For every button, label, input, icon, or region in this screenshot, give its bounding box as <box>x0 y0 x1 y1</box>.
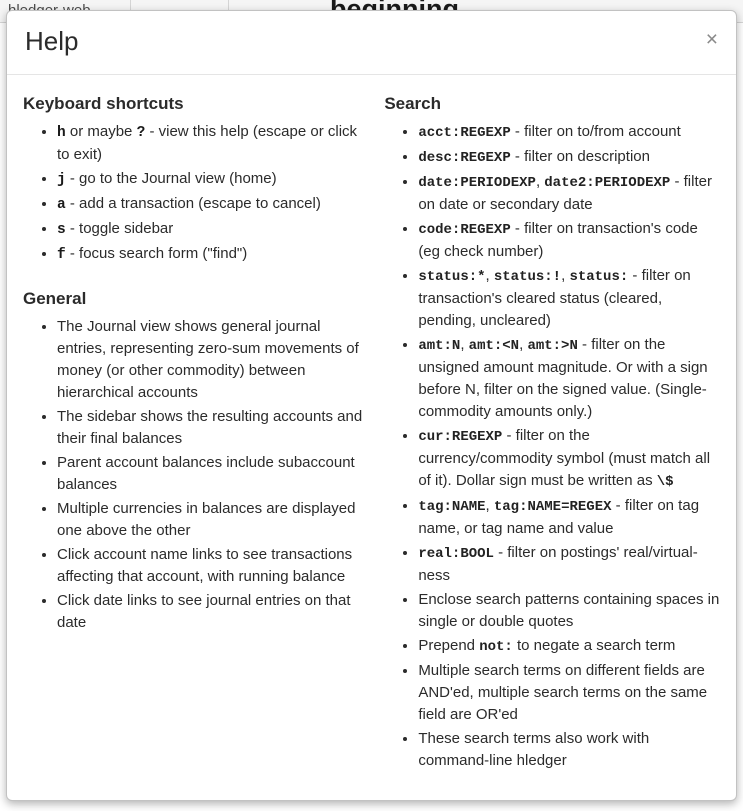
keyboard-key: j <box>57 172 66 188</box>
keyboard-shortcuts-list <box>23 121 366 266</box>
help-text: The Journal view shows general journal entries, representing zero-sum movements of money (or other commodity) between hierarchical accounts <box>57 318 359 401</box>
list-item <box>57 544 366 588</box>
list-item <box>418 425 720 493</box>
help-left-column <box>23 93 376 774</box>
search-term-code: code:REGEXP <box>418 222 511 238</box>
help-text: Enclose search patterns containing spaces in single or double quotes <box>418 591 720 630</box>
search-term-code: amt:<N <box>468 338 520 354</box>
help-text: , <box>535 173 545 190</box>
search-term-code: \$ <box>656 474 674 490</box>
search-term-code: real:BOOL <box>418 546 494 562</box>
list-item <box>418 635 720 658</box>
help-text: Multiple search terms on different fields are AND'ed, multiple search terms on the same field are OR'ed <box>418 662 708 723</box>
list-item <box>418 495 720 540</box>
help-text: - filter on tag name, or tag name and value <box>418 497 700 537</box>
list-item <box>57 406 366 450</box>
help-text: - view this help (escape or click to exit) <box>57 123 358 163</box>
search-term-code: date:PERIODEXP <box>418 175 536 191</box>
list-item <box>418 660 720 726</box>
section-heading-search: Search <box>384 94 442 113</box>
help-text: Click date links to see journal entries on that date <box>57 592 351 631</box>
section-heading-general: General <box>23 289 87 308</box>
help-text: - filter on transaction's cleared status (cleared, pending, uncleared) <box>418 267 691 329</box>
keyboard-key: s <box>57 222 66 238</box>
help-right-column <box>376 93 720 774</box>
help-text: Prepend <box>418 637 480 654</box>
help-text: , <box>460 336 469 353</box>
list-item <box>57 590 366 634</box>
help-text: , <box>485 497 494 514</box>
list-item <box>57 316 366 404</box>
list-item <box>418 589 720 633</box>
search-term-code: not: <box>479 639 513 655</box>
list-item <box>57 218 366 241</box>
search-list <box>384 121 720 772</box>
section-heading-keyboard-shortcuts: Keyboard shortcuts <box>23 94 184 113</box>
search-term-code: tag:NAME <box>418 499 486 515</box>
list-item <box>418 121 720 144</box>
search-term-code: status: <box>569 269 629 285</box>
help-modal-title: Help <box>25 26 79 56</box>
help-text: - filter on description <box>510 148 650 165</box>
keyboard-key: h <box>57 125 66 141</box>
close-icon[interactable]: × <box>705 28 718 51</box>
help-text: , <box>561 267 570 284</box>
list-item <box>418 218 720 263</box>
help-text: - focus search form ("find") <box>65 245 248 262</box>
list-item <box>418 146 720 169</box>
search-term-code: desc:REGEXP <box>418 150 511 166</box>
search-term-code: acct:REGEXP <box>418 125 511 141</box>
search-term-code: status:* <box>418 269 486 285</box>
search-term-code: amt:>N <box>527 338 578 354</box>
list-item <box>57 168 366 191</box>
help-text: - filter on the unsigned amount magnitude. Or with a sign before N, filter on the signed value. (Single-commodity amounts only.) <box>418 336 708 420</box>
list-item <box>57 193 366 216</box>
search-term-code: status:! <box>493 269 562 285</box>
keyboard-key: f <box>57 247 66 263</box>
help-text: Multiple currencies in balances are displayed one above the other <box>57 500 356 539</box>
keyboard-key: a <box>57 197 66 213</box>
list-item <box>57 243 366 266</box>
keyboard-key: ? <box>136 125 146 141</box>
help-text: The sidebar shows the resulting accounts and their final balances <box>57 408 363 447</box>
list-item <box>418 171 720 216</box>
search-term-code: cur:REGEXP <box>418 429 503 445</box>
help-text: , <box>485 267 494 284</box>
search-term-code: amt:N <box>418 338 461 354</box>
help-text: - go to the Journal view (home) <box>65 170 277 187</box>
help-text: Parent account balances include subaccount balances <box>57 454 355 493</box>
help-text: - toggle sidebar <box>65 220 174 237</box>
help-text: , <box>519 336 528 353</box>
help-text: - filter on postings' real/virtual-ness <box>418 544 698 584</box>
help-modal-header <box>7 11 736 75</box>
search-term-code: date2:PERIODEXP <box>544 175 671 191</box>
list-item <box>57 498 366 542</box>
help-text: or maybe <box>65 123 137 140</box>
help-text: - add a transaction (escape to cancel) <box>65 195 321 212</box>
help-text: - filter on to/from account <box>510 123 681 140</box>
general-list <box>23 316 366 634</box>
list-item <box>418 265 720 332</box>
list-item <box>57 121 366 166</box>
help-text: - filter on date or secondary date <box>418 173 712 213</box>
help-text: These search terms also work with command-line hledger <box>418 730 650 769</box>
list-item <box>418 334 720 423</box>
help-text: - filter on the currency/commodity symbol (must match all of it). Dollar sign must be written as <box>418 427 711 489</box>
search-term-code: tag:NAME=REGEX <box>493 499 612 515</box>
help-modal-body <box>7 75 736 774</box>
list-item <box>57 452 366 496</box>
help-text: Click account name links to see transactions affecting that account, with running balance <box>57 546 353 585</box>
help-text: to negate a search term <box>512 637 676 654</box>
list-item <box>418 728 720 772</box>
help-text: - filter on transaction's code (eg check number) <box>418 220 698 260</box>
help-modal <box>6 10 737 801</box>
list-item <box>418 542 720 587</box>
